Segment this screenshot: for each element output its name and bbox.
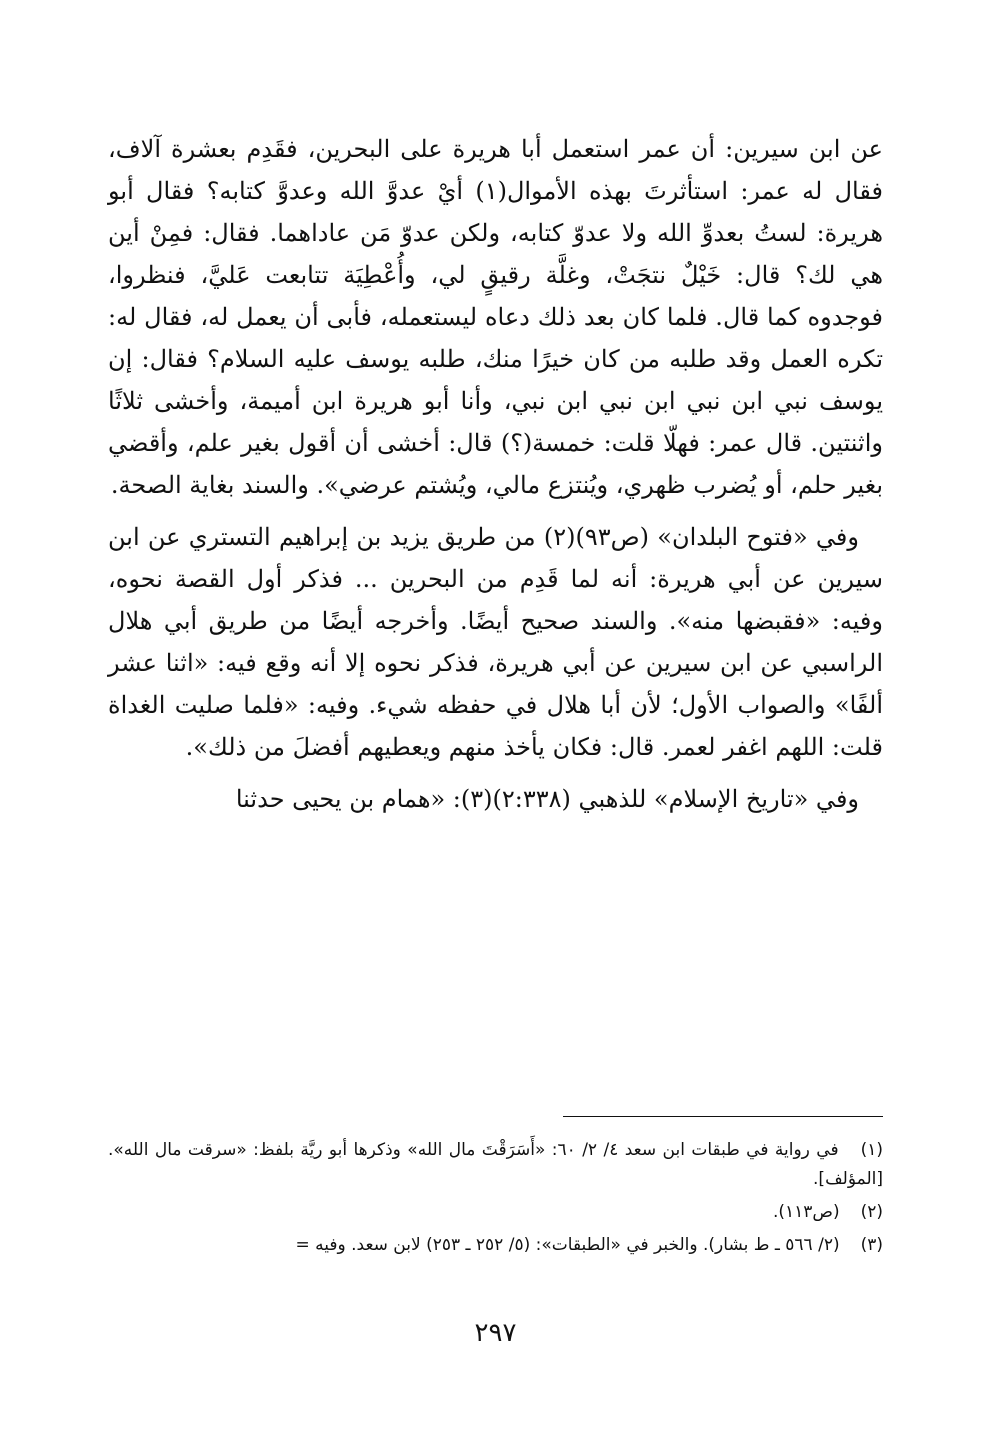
paragraph-2: وفي «فتوح البلدان» (ص٩٣)(٢) من طريق يزيد بن إبراهيم التستري عن ابن سيرين عن أبي هريرة: أنه لما قَدِم من البحرين ... فذكر أول القصة نحوه، وفيه: «فقبضها منه». والسند صحيح أيضًا. وأخرجه أيضًا من طريق أبي هلال الراسبي عن ابن سيرين عن أبي هريرة، فذكر نحوه إلا أنه وقع فيه: «اثنا عشر ألفًا» والصواب الأول؛ لأن أبا هلال في حفظه شيء. وفيه: «فلما صليت الغداة قلت: اللهم اغفر لعمر. قال: فكان يأخذ منهم ويعطيهم أفضلَ من ذلك». (108, 523, 884, 761)
footnote-number: (٢) (860, 1202, 883, 1222)
footnotes (108, 1136, 883, 1264)
main-text (108, 128, 883, 820)
footnote-text: في رواية في طبقات ابن سعد ٤/ ٢/ ٦٠: «أَسَرَقْتَ مال الله» وذكرها أبو ريَّة بلفظ: «سرقت مال الله». [المؤلف]. (108, 1140, 883, 1189)
page-number: ٢٩٧ (474, 1318, 517, 1348)
footnote-text: (٢/ ٥٦٦ ـ ط بشار). والخبر في «الطبقات»: (٥/ ٢٥٢ ـ ٢٥٣) لابن سعد. وفيه = (295, 1235, 840, 1255)
footnote-3 (108, 1231, 883, 1260)
footnote-number: (١) (860, 1140, 884, 1160)
footnote-1 (108, 1136, 883, 1194)
footnote-number: (٣) (860, 1235, 883, 1255)
footnote-2 (108, 1198, 883, 1227)
footnote-text: (ص١١٣). (772, 1202, 840, 1222)
footnote-separator (563, 1116, 883, 1117)
paragraph-1: عن ابن سيرين: أن عمر استعمل أبا هريرة على البحرين، فقَدِم بعشرة آلاف، فقال له عمر: استأثرتَ بهذه الأموال(١) أيْ عدوَّ الله وعدوَّ كتابه؟ فقال أبو هريرة: لستُ بعدوِّ الله ولا عدوّ كتابه، ولكن عدوّ مَن عاداهما. فقال: فمِنْ أين هي لك؟ قال: خَيْلٌ نتجَتْ، وغلَّة رقيقٍ لي، وأُعْطِيَة تتابعت عَليَّ، فنظروا، فوجدوه كما قال. فلما كان بعد ذلك دعاه ليستعمله، فأبى أن يعمل له، فقال له: تكره العمل وقد طلبه من كان خيرًا منك، طلبه يوسف عليه السلام؟ فقال: إن يوسف نبي ابن نبي ابن نبي ابن نبي، وأنا أبو هريرة ابن أميمة، وأخشى ثلاثًا واثنتين. قال عمر: فهلّا قلت: خمسة(؟) قال: أخشى أن أقول بغير علم، وأقضي بغير حلم، أو يُضرب ظهري، ويُنتزع مالي، ويُشتم عرضي». والسند بغاية الصحة. (108, 135, 883, 499)
paragraph-3: وفي «تاريخ الإسلام» للذهبي (٢:٣٣٨)(٣): «همام بن يحيى حدثنا (235, 785, 859, 813)
